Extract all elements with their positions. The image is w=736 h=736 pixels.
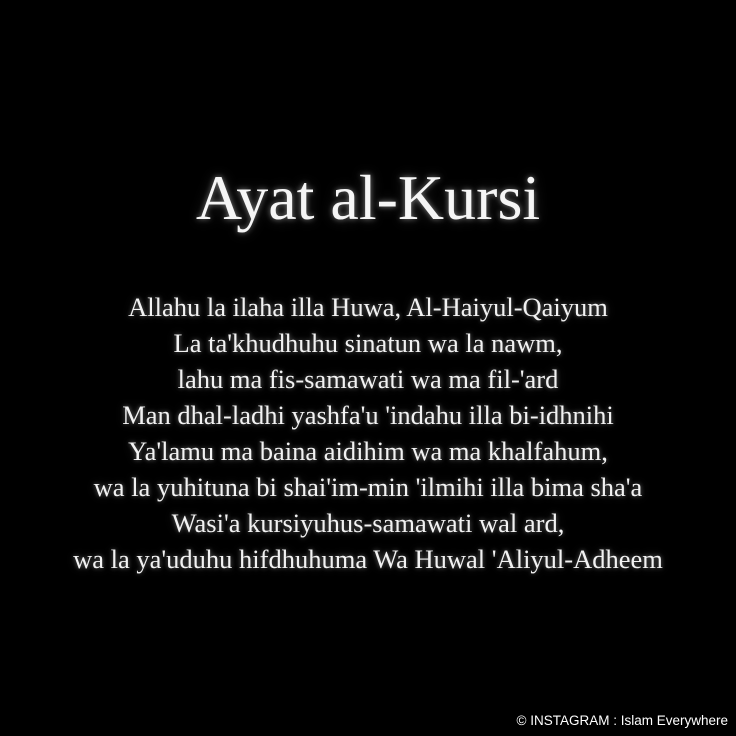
poster-title: Ayat al-Kursi — [195, 162, 541, 233]
verse-line: Allahu la ilaha illa Huwa, Al-Haiyul-Qaiyum — [128, 292, 608, 322]
verse-text — [0, 289, 736, 577]
verse-line: Wasi'a kursiyuhus-samawati wal ard, — [171, 508, 565, 538]
verse-line: Ya'lamu ma baina aidihim wa ma khalfahum, — [128, 436, 608, 466]
verse-line: lahu ma fis-samawati wa ma fil-'ard — [177, 364, 559, 394]
verse-line: wa la ya'uduhu hifdhuhuma Wa Huwal 'Aliyul-Adheem — [73, 544, 663, 574]
verse-line: wa la yuhituna bi shai'im-min 'ilmihi illa bima sha'a — [93, 472, 643, 502]
verse-line: La ta'khudhuhu sinatun wa la nawm, — [173, 328, 563, 358]
watermark-credit: © INSTAGRAM : Islam Everywhere — [516, 713, 728, 728]
verse-line: Man dhal-ladhi yashfa'u 'indahu illa bi-idhnihi — [122, 400, 614, 430]
